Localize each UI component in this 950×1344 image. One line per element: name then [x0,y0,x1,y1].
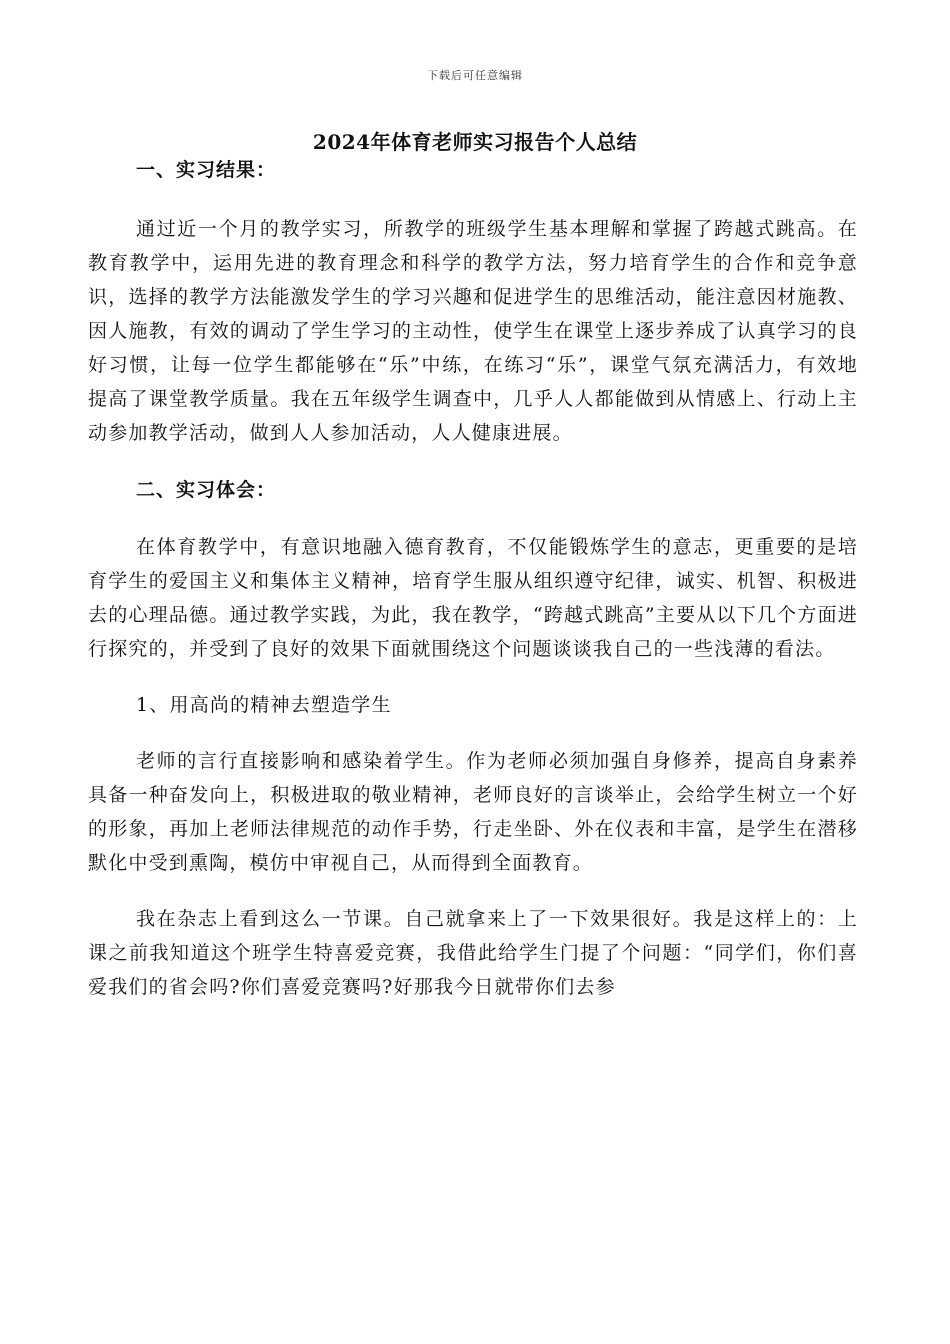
section-heading-experience: 二、实习体会： [136,479,277,501]
paragraph-magazine-lesson: 我在杂志上看到这么一节课。自己就拿来上了一下效果很好。我是这样上的：上课之前我知道这个班学生特喜爱竞赛，我借此给学生门提了个问题：“同学们，你们喜爱我们的省会吗?你们喜爱竞赛吗?好那我今日就带你们去参 [88,908,858,998]
page-title: 2024年体育老师实习报告个人总结 [312,130,638,154]
paragraph-results: 通过近一个月的教学实习，所教学的班级学生基本理解和掌握了跨越式跳高。在教育教学中，运用先进的教育理念和科学的教学方法，努力培育学生的合作和竞争意识，选择的教学方法能激发学生的学习兴趣和促进学生的思维活动，能注意因材施教、因人施教，有效的调动了学生学习的主动性，使学生在课堂上逐步养成了认真学习的良好习惯，让每一位学生都能够在“乐”中练，在练习“乐”，课堂气氛充满活力，有效地提高了课堂教学质量。我在五年级学生调查中，几乎人人都能做到从情感上、行动上主动参加教学活动，做到人人参加活动，人人健康进展。 [88,218,858,444]
document-body [88,150,858,1004]
paragraph-teacher-influence: 老师的言行直接影响和感染着学生。作为老师必须加强自身修养，提高自身素养具备一种奋发向上，积极进取的敬业精神，老师良好的言谈举止，会给学生树立一个好的形象，再加上老师法律规范的动作手势，行走坐卧、外在仪表和丰富，是学生在潜移默化中受到熏陶，模仿中审视自己，从而得到全面教育。 [88,750,858,874]
section-heading-results: 一、实习结果： [136,159,277,181]
header-note: 下载后可任意编辑 [427,69,523,82]
paragraph-experience-intro: 在体育教学中，有意识地融入德育教育，不仅能锻炼学生的意志，更重要的是培育学生的爱国主义和集体主义精神，培育学生服从组织遵守纪律，诚实、机智、积极进去的心理品德。通过教学实践，为此，我在教学，“跨越式跳高”主要从以下几个方面进行探究的，并受到了良好的效果下面就围绕这个问题谈谈我自己的一些浅薄的看法。 [88,536,858,660]
subheading-noble-spirit: 1、用高尚的精神去塑造学生 [136,694,392,716]
